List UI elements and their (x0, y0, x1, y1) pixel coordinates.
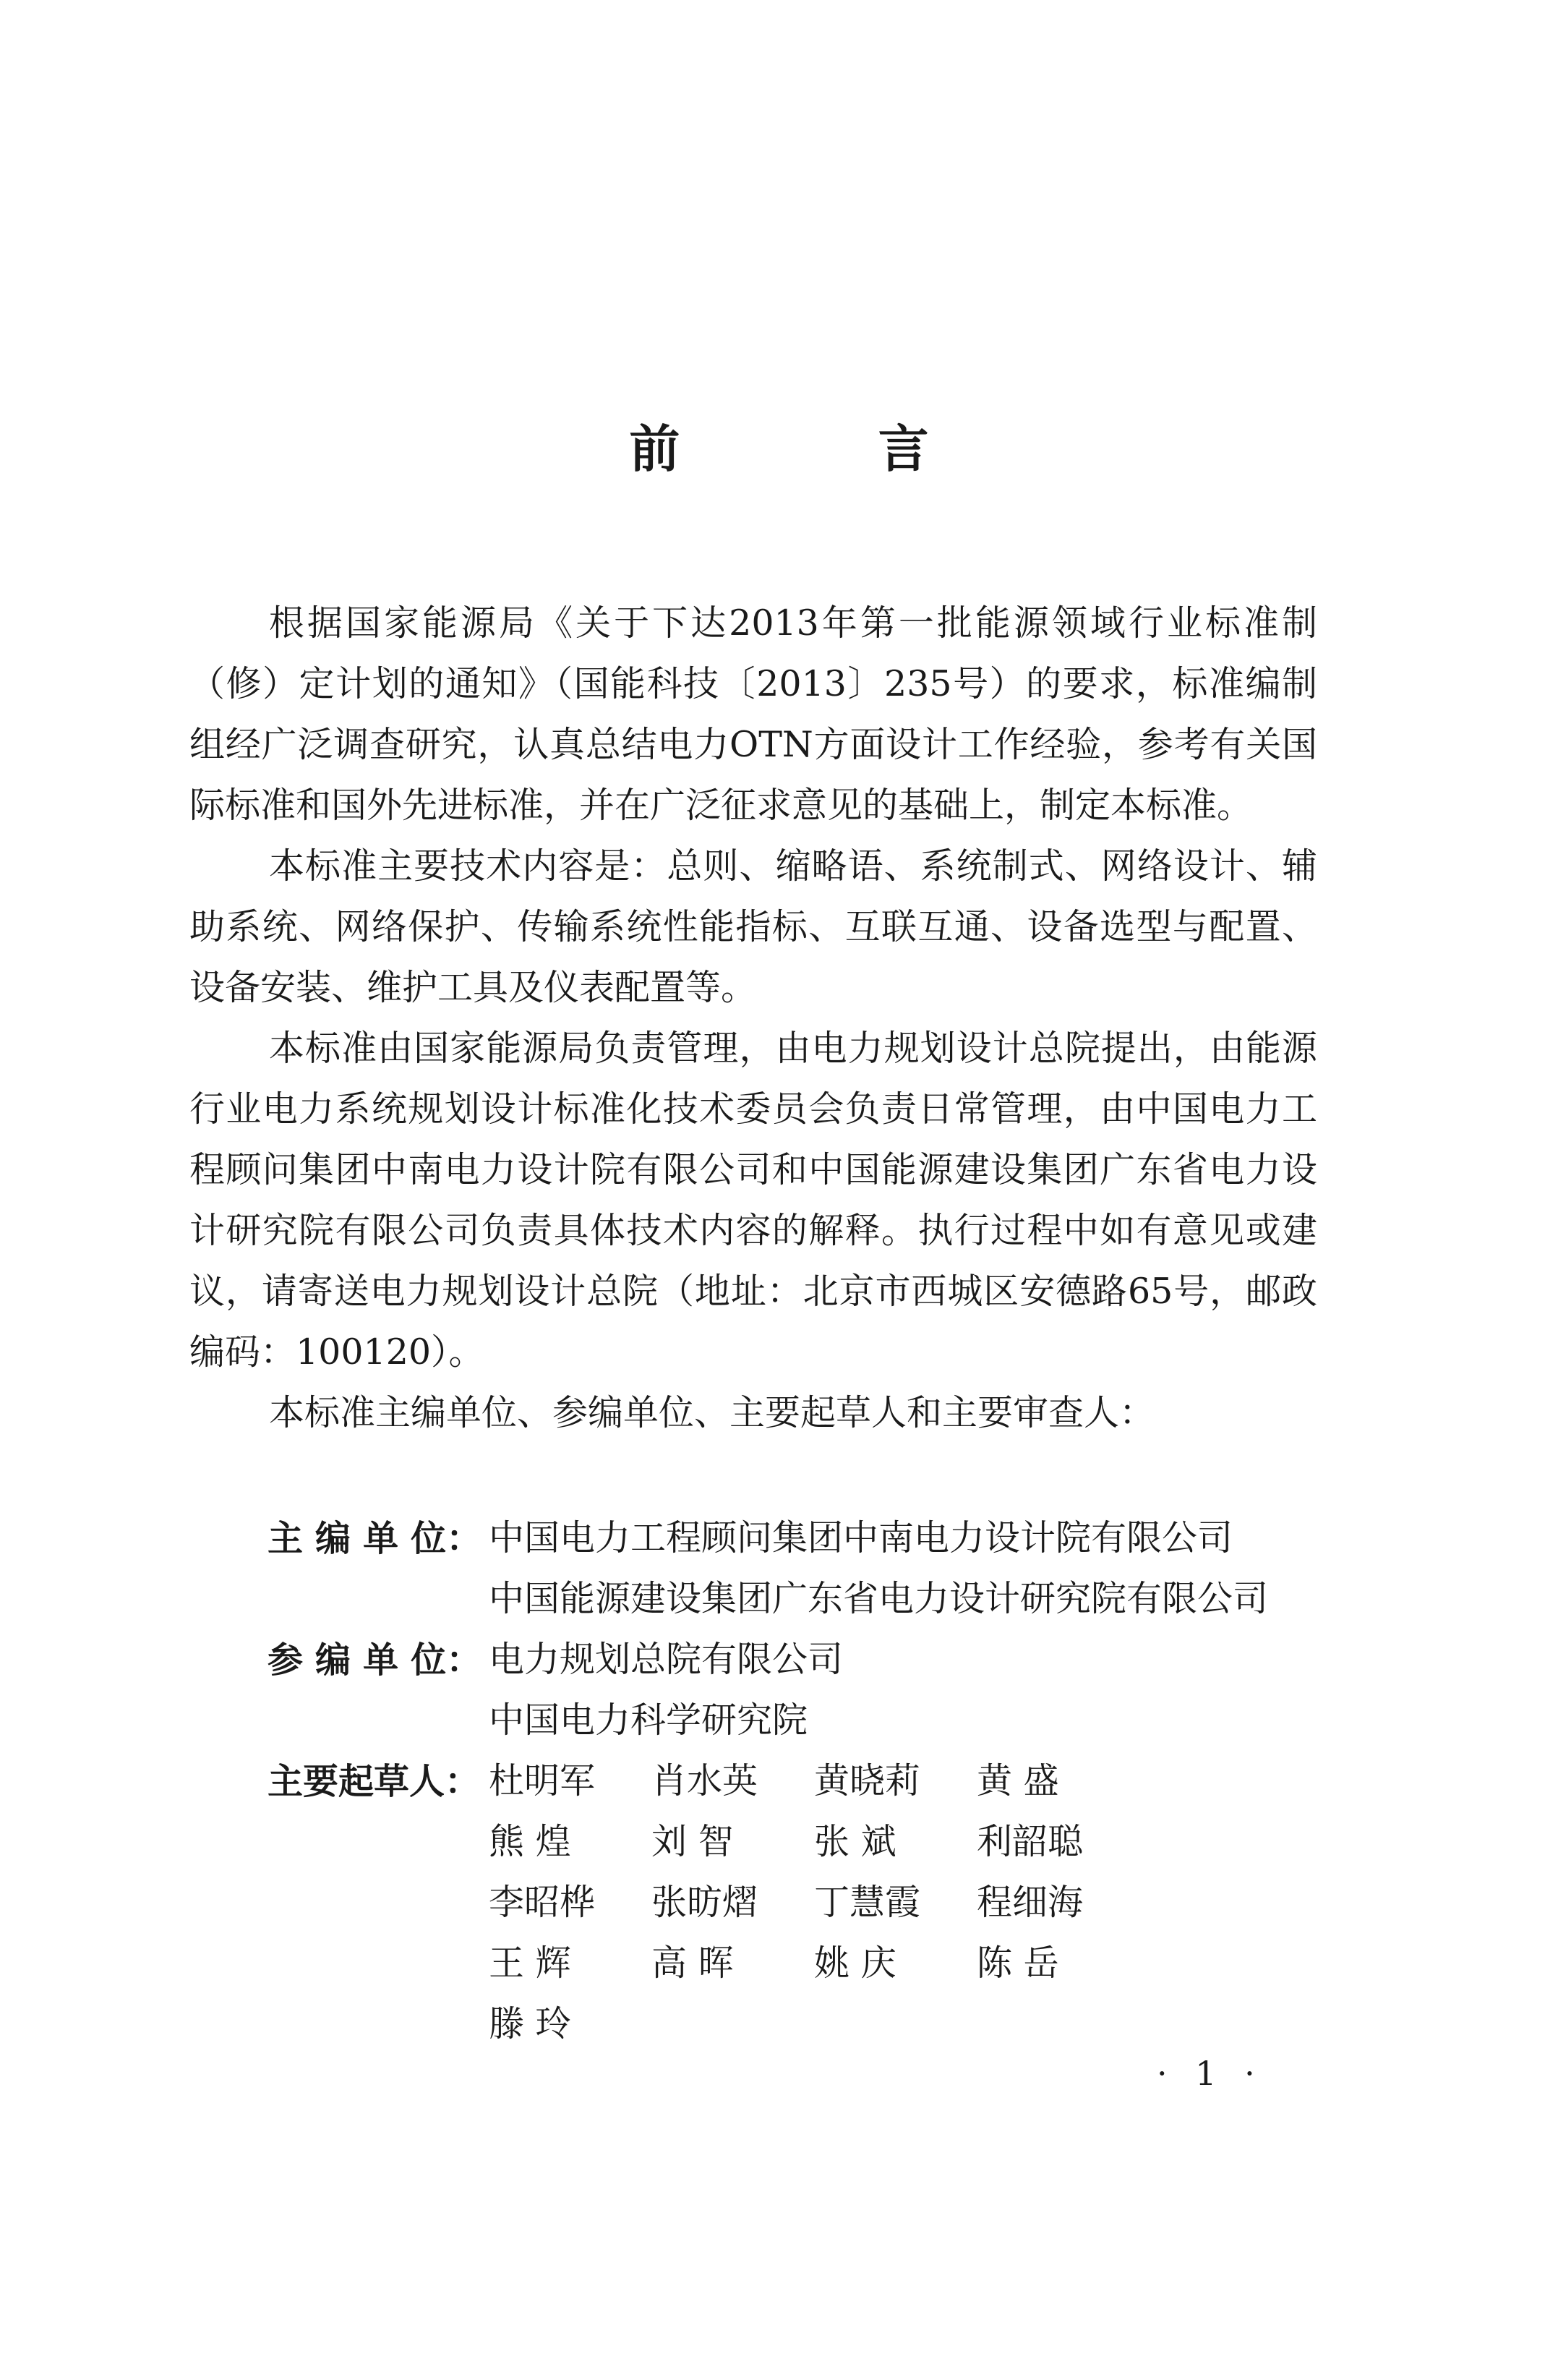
drafter-name: 滕 玲 (489, 2003, 571, 2044)
drafter-name: 黄 盛 (977, 1760, 1059, 1801)
paragraph-contributors-intro: 本标准主编单位、参编单位、主要起草人和主要审查人： (269, 1392, 1155, 1433)
drafter-name: 陈 岳 (977, 1942, 1059, 1984)
participating-units-group (267, 1629, 1316, 1751)
page-number: · 1 · (1157, 2054, 1264, 2093)
drafter-name: 利韶聪 (977, 1821, 1084, 1862)
paragraph-technical-content: 本标准主要技术内容是：总则、缩略语、系统制式、网络设计、辅助系统、网络保护、传输系统性能指标、互联互通、设备选型与配置、设备安装、维护工具及仪表配置等。 (189, 845, 1317, 1008)
drafter-name: 杜明军 (489, 1760, 596, 1801)
drafter-name: 程细海 (977, 1882, 1084, 1923)
chief-unit-item: 中国能源建设集团广东省电力设计研究院有限公司 (489, 1578, 1269, 1619)
drafter-name: 张 斌 (814, 1821, 896, 1862)
preface-body (189, 593, 1317, 1443)
drafter-name: 熊 煌 (489, 1821, 571, 1862)
drafter-name: 李昭桦 (489, 1882, 596, 1923)
drafters-group (267, 1751, 1316, 2055)
drafter-name: 黄晓莉 (814, 1760, 921, 1801)
page-title: 前 言 (629, 419, 1019, 479)
drafters-label: 主要起草人： (267, 1760, 481, 1802)
drafter-name: 肖水英 (651, 1760, 758, 1801)
paragraph-management: 本标准由国家能源局负责管理，由电力规划设计总院提出，由能源行业电力系统规划设计标准化技术委员会负责日常管理，由中国电力工程顾问集团中南电力设计院有限公司和中国能源建设集团广东省电力设计研究院有限公司负责具体技术内容的解释。执行过程中如有意见或建议，请寄送电力规划设计总院（地址：北京市西城区安德路65号，邮政编码：100120）。 (189, 1028, 1317, 1373)
drafter-name: 姚 庆 (814, 1942, 896, 1984)
drafter-name: 高 晖 (651, 1942, 734, 1984)
paragraph-basis: 根据国家能源局《关于下达2013年第一批能源领域行业标准制（修）定计划的通知》（国能科技〔2013〕235号）的要求，标准编制组经广泛调查研究，认真总结电力OTN方面设计工作经验，参考有关国际标准和国外先进标准，并在广泛征求意见的基础上，制定本标准。 (189, 602, 1317, 826)
participating-unit-item: 电力规划总院有限公司 (489, 1639, 844, 1680)
chief-units-label: 主 编 单 位： (267, 1517, 482, 1559)
drafter-name: 丁慧霞 (814, 1882, 921, 1923)
drafter-name: 张昉熠 (651, 1882, 758, 1923)
contributors-list (267, 1508, 1316, 2055)
chief-units-group (267, 1508, 1316, 1629)
chief-unit-item: 中国电力工程顾问集团中南电力设计院有限公司 (489, 1517, 1233, 1558)
drafter-name: 刘 智 (651, 1821, 734, 1862)
participating-unit-item: 中国电力科学研究院 (489, 1699, 808, 1741)
drafter-name: 王 辉 (489, 1942, 571, 1984)
drafters-names (489, 1751, 1270, 2055)
participating-units-label: 参 编 单 位： (267, 1639, 482, 1681)
